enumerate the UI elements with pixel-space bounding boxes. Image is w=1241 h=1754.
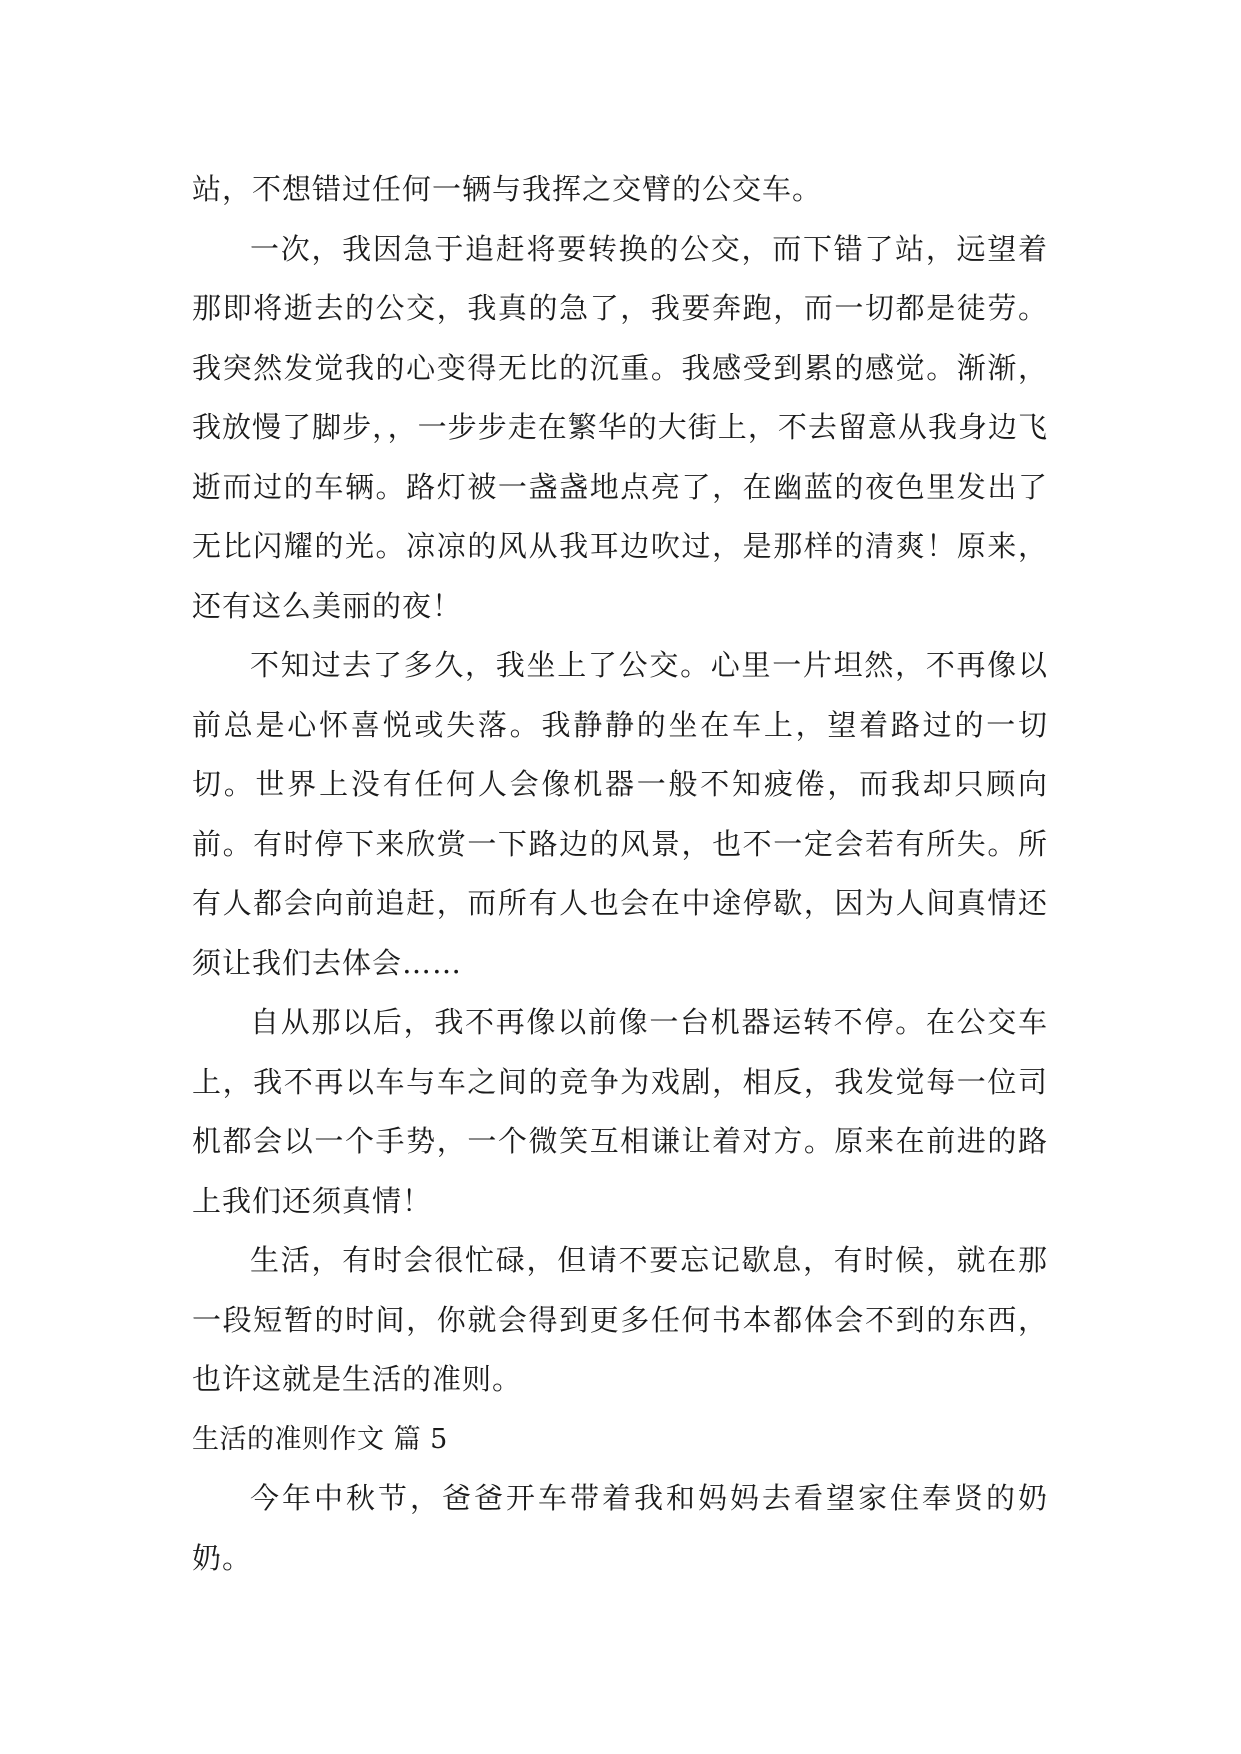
- paragraph-continuation: 站，不想错过任何一辆与我挥之交臂的公交车。: [192, 172, 823, 206]
- paragraph-since-then: 自从那以后，我不再像以前像一台机器运转不停。在公交车上，我不再以车与车之间的竞争为戏剧，相反，我发觉每一位司机都会以一个手势，一个微笑互相谦让着对方。原来在前进的路上我们还须真情！: [192, 1005, 1048, 1218]
- paragraph-conclusion: 生活，有时会很忙碌，但请不要忘记歇息，有时候，就在那一段短暂的时间，你就会得到更多任何书本都体会不到的东西，也许这就是生活的准则。: [192, 1243, 1048, 1396]
- paragraph-mid-autumn: 今年中秋节，爸爸开车带着我和妈妈去看望家住奉贤的奶奶。: [192, 1481, 1048, 1575]
- paragraph-missed-stop: 一次，我因急于追赶将要转换的公交，而下错了站，远望着那即将逝去的公交，我真的急了，我要奔跑，而一切都是徒劳。我突然发觉我的心变得无比的沉重。我感受到累的感觉。渐渐，我放慢了脚步，，一步步走在繁华的大街上，不去留意从我身边飞逝而过的车辆。路灯被一盏盏地点亮了，在幽蓝的夜色里发出了无比闪耀的光。凉凉的风从我耳边吹过，是那样的清爽！原来，还有这么美丽的夜！: [192, 231, 1048, 623]
- paragraph-on-bus: 不知过去了多久，我坐上了公交。心里一片坦然，不再像以前总是心怀喜悦或失落。我静静的坐在车上，望着路过的一切切。世界上没有任何人会像机器一般不知疲倦，而我却只顾向前。有时停下来欣赏一下路边的风景，也不一定会若有所失。所有人都会向前追赶，而所有人也会在中途停歇，因为人间真情还须让我们去体会……: [192, 648, 1048, 980]
- essay-heading: 生活的准则作文 篇 5: [192, 1423, 448, 1455]
- document-page: [192, 160, 1048, 1588]
